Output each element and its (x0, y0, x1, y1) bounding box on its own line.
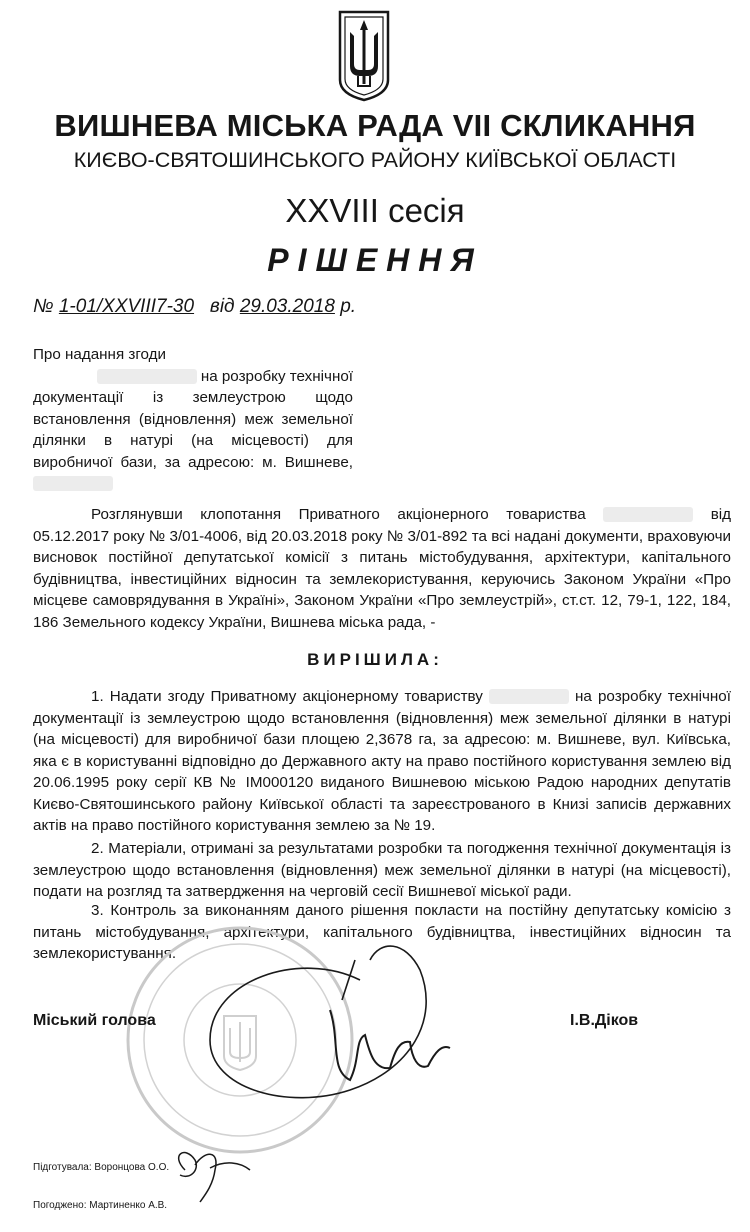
subject-line-4: встановлення (відновлення) меж земельної (33, 410, 353, 428)
redacted-company (603, 507, 693, 522)
approved-by: Погоджено: Мартиненко А.В. (33, 1200, 168, 1211)
item1-text-2: на розробку технічної документації із землеустрою щодо встановлення (відновлення) меж земельної ділянки в натурі (на місцевості) для виробничої бази площею 2,3678 га, за адресою: м. Вишневе, вул. Київська, яка є в користуванні відповідно до Державного акту на право постійного користування землею від 20.06.1995 року серії КВ № ІМ000120 виданого Вишневою міською Радою народних депутатів Києво-Святошинського району Київської області та зареєстрованого в Книзі записів державних актів на право постійного користування землею за № 19. (33, 688, 731, 834)
mayor-signature (180, 940, 470, 1120)
resolved-heading: ВИРІШИЛА: (307, 650, 443, 669)
decision-subject (33, 344, 353, 495)
decision-number-line (33, 296, 356, 318)
session-label: XXVIII сесія (285, 192, 465, 229)
preamble-text-2: від 05.12.2017 року № 3/01-4006, від 20.03.2018 року № 3/01-892 та всі надані документи, враховуючи висновок постійної депутатської комісії з питань містобудування, архітектури, капітального будівництва, інвестиційних відносин та землекористування, керуючись Законом України «Про місцеве самоврядування в Україні», Законом України «Про землеустрій», ст.ст. 12, 79-1, 122, 184, 186 Земельного кодексу України, Вишнева міська рада, - (33, 506, 731, 631)
redacted-street (33, 476, 113, 491)
subject-line-1: Про надання згоди (33, 346, 167, 363)
resolution-item-1 (33, 686, 731, 837)
district-subtitle: КИЄВО-СВЯТОШИНСЬКОГО РАЙОНУ КИЇВСЬКОЇ ОБЛАСТІ (73, 148, 677, 172)
preparer-signature (165, 1140, 255, 1210)
subject-line-5: ділянки в натурі (на місцевості) для (33, 432, 353, 449)
council-title: ВИШНЕВА МІСЬКА РАДА VII СКЛИКАННЯ (54, 108, 696, 143)
preamble-text-1: Розглянувши клопотання Приватного акціонерного товариства (91, 506, 586, 523)
subject-line-6: виробничої бази, за адресою: м. Вишневе, (33, 453, 353, 471)
number-sign: № (33, 296, 54, 317)
prepared-by: Підготувала: Воронцова О.О. (33, 1162, 170, 1173)
document-title: РІШЕННЯ (267, 242, 483, 278)
date-prefix: від (209, 296, 235, 317)
decision-number: 1-01/XXVIII7-30 (58, 296, 195, 317)
redacted-company (489, 689, 569, 704)
subject-line-3: документації із землеустрою щодо (33, 389, 353, 406)
decision-date: 29.03.2018 (239, 296, 335, 317)
signatory-name: І.В.Діков (570, 1012, 639, 1029)
date-suffix: р. (340, 296, 357, 317)
resolution-item-3: 3. Контроль за виконанням даного рішення покласти на постійну депутатську комісію з питань містобудування, архітектури, капітального будівництва, інвестиційних відносин та землекористування. (33, 902, 731, 962)
item1-text-1: 1. Надати згоду Приватному акціонерному товариству (91, 688, 483, 705)
trident-emblem-icon (336, 10, 392, 102)
signatory-title: Міський голова (33, 1012, 156, 1029)
subject-line-2: на розробку технічної (200, 367, 353, 385)
redacted-company (97, 369, 197, 384)
resolution-item-2: 2. Матеріали, отримані за результатами розробки та погодження технічної документація із землеустрою щодо встановлення (відновлення) меж земельної ділянки в натурі (на місцевості), подати на розгляд та затвердження на черговій сесії Вишневої міської ради. (33, 840, 731, 900)
preamble-paragraph (33, 504, 731, 633)
